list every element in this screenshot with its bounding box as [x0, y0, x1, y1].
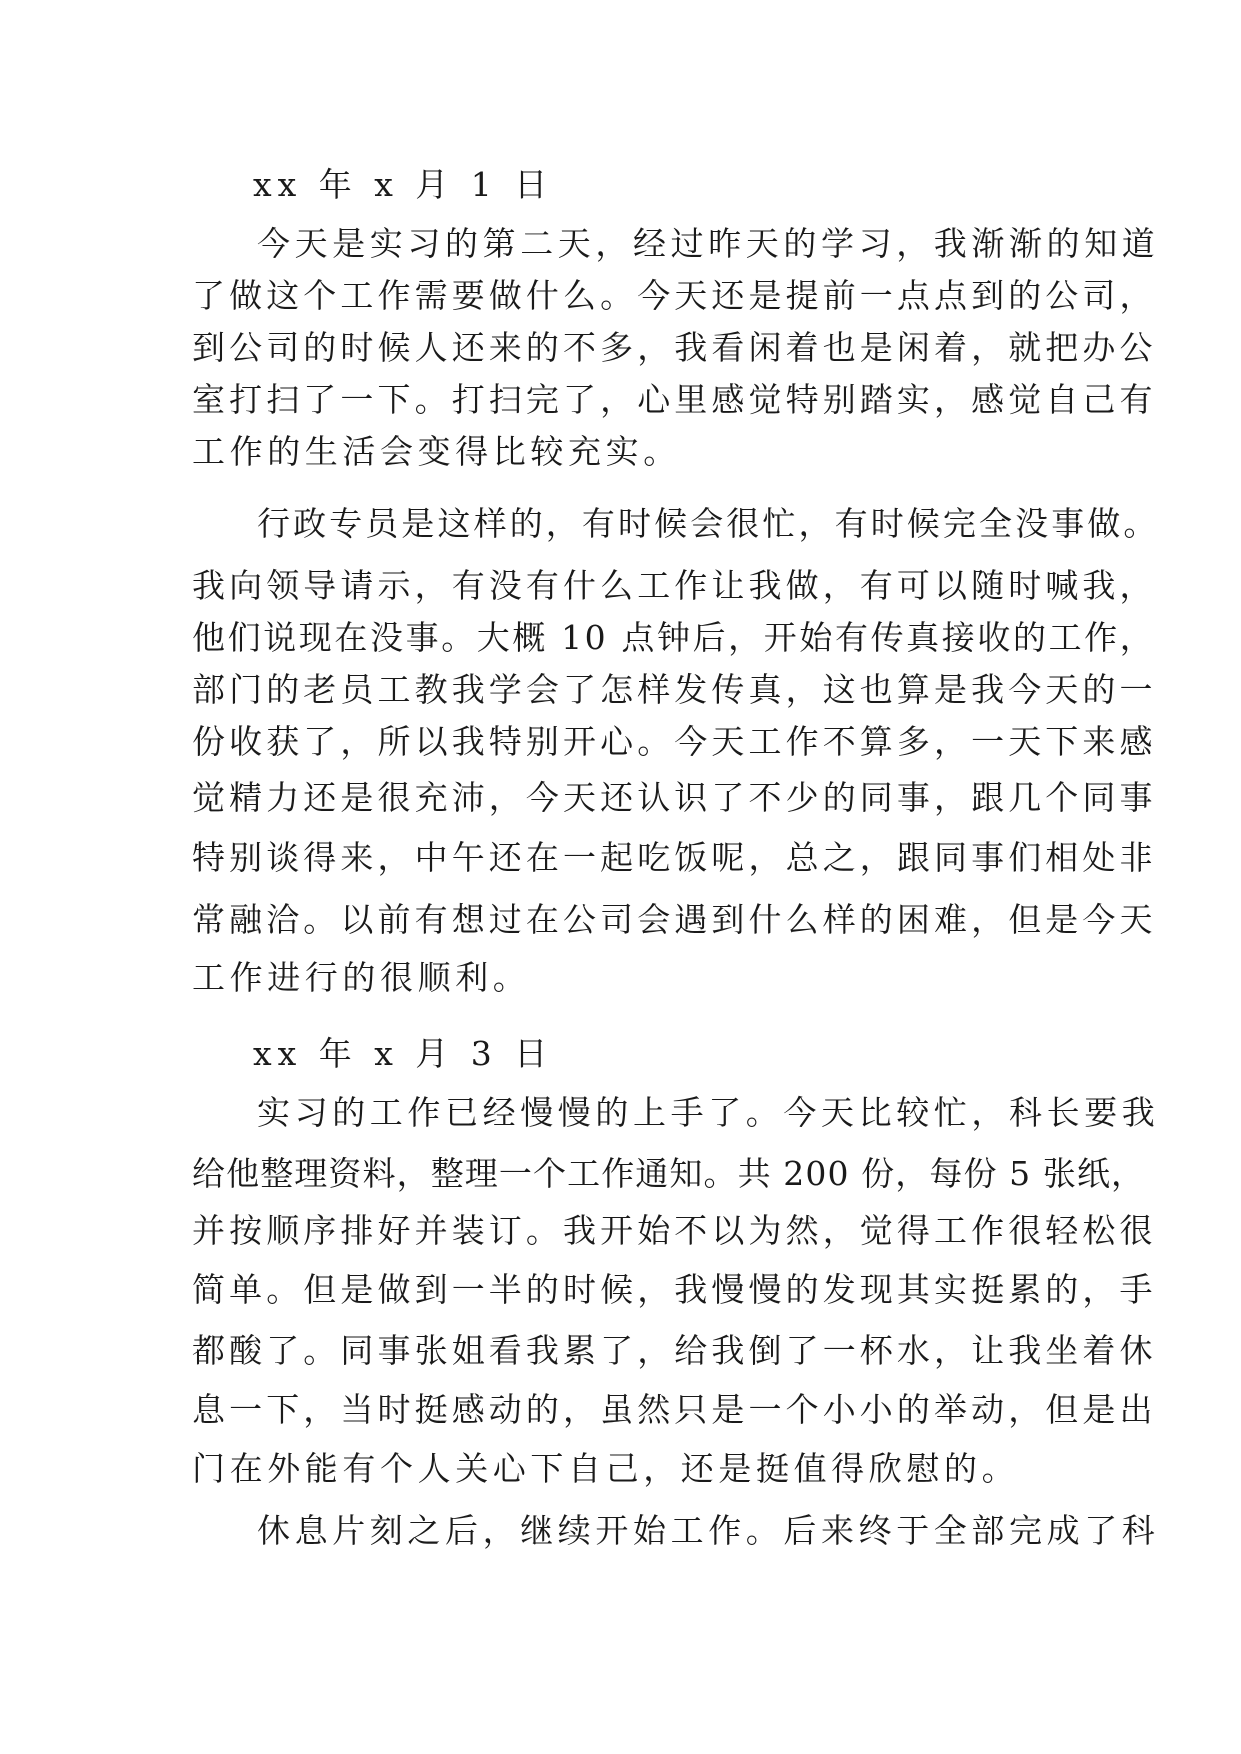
text-line: 到公司的时候人还来的不多，我看闲着也是闲着，就把办公 — [192, 328, 1157, 367]
text-line: 觉精力还是很充沛，今天还认识了不少的同事，跟几个同事 — [192, 778, 1157, 817]
text-line: 都酸了。同事张姐看我累了，给我倒了一杯水，让我坐着休 — [192, 1331, 1157, 1370]
text-line: 简单。但是做到一半的时候，我慢慢的发现其实挺累的，手 — [192, 1270, 1157, 1309]
text-line: 门在外能有个人关心下自己，还是挺值得欣慰的。 — [192, 1449, 1020, 1488]
text-line: 给他整理资料，整理一个工作通知。共 200 份，每份 5 张纸， — [192, 1154, 1146, 1193]
text-line: 工作的生活会变得比较充实。 — [192, 432, 681, 471]
text-line: 了做这个工作需要做什么。今天还是提前一点点到的公司， — [192, 276, 1157, 315]
text-line: 常融洽。以前有想过在公司会遇到什么样的困难，但是今天 — [192, 900, 1157, 939]
entry-date: xx 年 x 月 1 日 — [253, 165, 554, 204]
text-line: 室打扫了一下。打扫完了，心里感觉特别踏实，感觉自己有 — [192, 380, 1157, 419]
entry-date: xx 年 x 月 3 日 — [253, 1034, 554, 1073]
text-line: 实习的工作已经慢慢的上手了。今天比较忙，科长要我 — [257, 1093, 1160, 1132]
text-line: 行政专员是这样的，有时候会很忙，有时候完全没事做。 — [257, 504, 1160, 543]
text-line: 息一下，当时挺感动的，虽然只是一个小小的举动，但是出 — [192, 1390, 1157, 1429]
text-line: 特别谈得来，中午还在一起吃饭呢，总之，跟同事们相处非 — [192, 838, 1157, 877]
text-line: 他们说现在没事。大概 10 点钟后，开始有传真接收的工作， — [192, 618, 1156, 657]
text-line: 我向领导请示，有没有什么工作让我做，有可以随时喊我， — [192, 566, 1157, 605]
text-line: 今天是实习的第二天，经过昨天的学习，我渐渐的知道 — [257, 224, 1160, 263]
text-line: 份收获了，所以我特别开心。今天工作不算多，一天下来感 — [192, 722, 1157, 761]
text-line: 休息片刻之后，继续开始工作。后来终于全部完成了科 — [257, 1511, 1160, 1550]
text-line: 工作进行的很顺利。 — [192, 958, 531, 997]
text-line: 部门的老员工教我学会了怎样发传真，这也算是我今天的一 — [192, 670, 1157, 709]
text-line: 并按顺序排好并装订。我开始不以为然，觉得工作很轻松很 — [192, 1211, 1157, 1250]
